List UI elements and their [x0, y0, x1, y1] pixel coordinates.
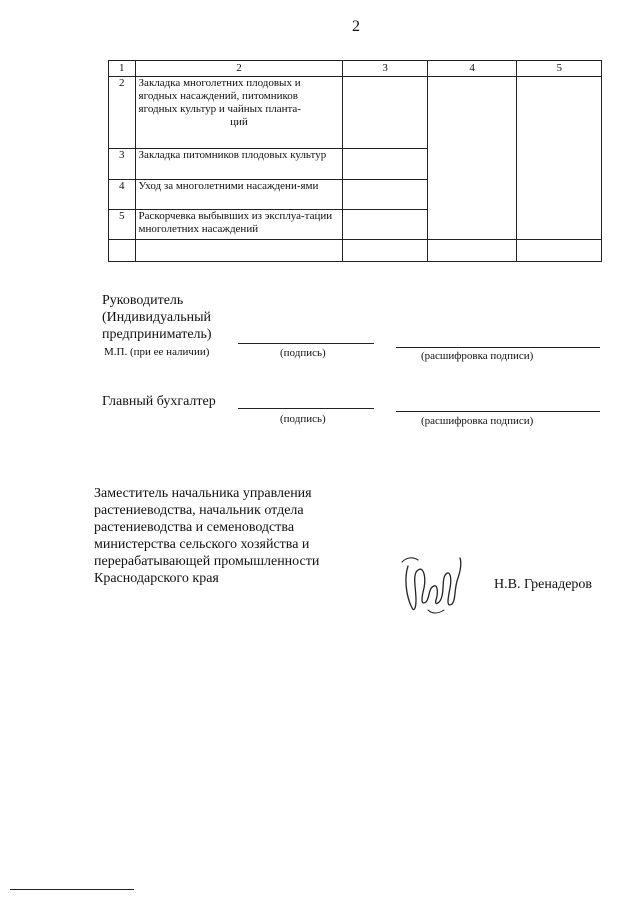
head-title: Руководитель	[102, 293, 184, 308]
approver-name: Н.В. Гренадеров	[494, 577, 593, 592]
table-cell	[343, 77, 428, 149]
page-number: 2	[352, 18, 360, 35]
row-description-text: Закладка многолетних плодовых и ягодных насаждений, питомников ягодных культур и чайных планта-	[138, 77, 301, 115]
row-number: 5	[109, 210, 136, 240]
row-description	[135, 240, 343, 262]
table-cell	[343, 149, 428, 180]
table-cell	[427, 240, 516, 262]
table-cell	[427, 77, 516, 240]
column-header-5: 5	[517, 61, 602, 77]
column-header-3: 3	[343, 61, 428, 77]
column-header-4: 4	[427, 61, 516, 77]
approver-position-line3: растениеводства и семеноводства	[94, 520, 295, 535]
head-title-line3: предприниматель)	[102, 327, 212, 342]
accountant-signature-line	[238, 408, 374, 409]
approver-position-line5: перерабатывающей промышленности	[94, 554, 320, 569]
approver-position-line1: Заместитель начальника управления	[94, 486, 312, 501]
row-number	[109, 240, 136, 262]
handwritten-signature	[398, 548, 466, 618]
table-cell	[517, 77, 602, 240]
table-cell	[517, 240, 602, 262]
head-decoding-line	[396, 347, 600, 348]
table-cell	[343, 210, 428, 240]
head-signature-caption: (подпись)	[280, 347, 326, 359]
accountant-title: Главный бухгалтер	[102, 394, 216, 409]
footnote-rule	[10, 889, 134, 890]
approver-position-line2: растениеводства, начальник отдела	[94, 503, 304, 518]
head-decoding-caption: (расшифровка подписи)	[421, 350, 534, 362]
row-description	[135, 77, 343, 149]
row-description-continuation: ций	[230, 116, 248, 128]
row-description: Уход за многолетними насаждени-ями	[135, 180, 343, 210]
row-description: Закладка питомников плодовых культур	[135, 149, 343, 180]
accountant-signature-caption: (подпись)	[280, 413, 326, 425]
row-number: 2	[109, 77, 136, 149]
approver-position-line6: Краснодарского края	[94, 571, 219, 586]
row-number: 3	[109, 149, 136, 180]
stamp-note: М.П. (при ее наличии)	[104, 346, 210, 358]
head-title-line2: (Индивидуальный	[102, 310, 212, 325]
approver-position-line4: министерства сельского хозяйства и	[94, 537, 310, 552]
row-description: Раскорчевка выбывших из эксплуа-тации многолетних насаждений	[135, 210, 343, 240]
table-row	[109, 77, 602, 149]
row-number: 4	[109, 180, 136, 210]
data-table	[108, 60, 602, 262]
accountant-decoding-caption: (расшифровка подписи)	[421, 415, 534, 427]
table-row	[109, 240, 602, 262]
table-cell	[343, 180, 428, 210]
table-header-row	[109, 61, 602, 77]
accountant-decoding-line	[396, 411, 600, 412]
column-header-1: 1	[109, 61, 136, 77]
head-signature-line	[238, 343, 374, 344]
column-header-2: 2	[135, 61, 343, 77]
table-cell	[343, 240, 428, 262]
